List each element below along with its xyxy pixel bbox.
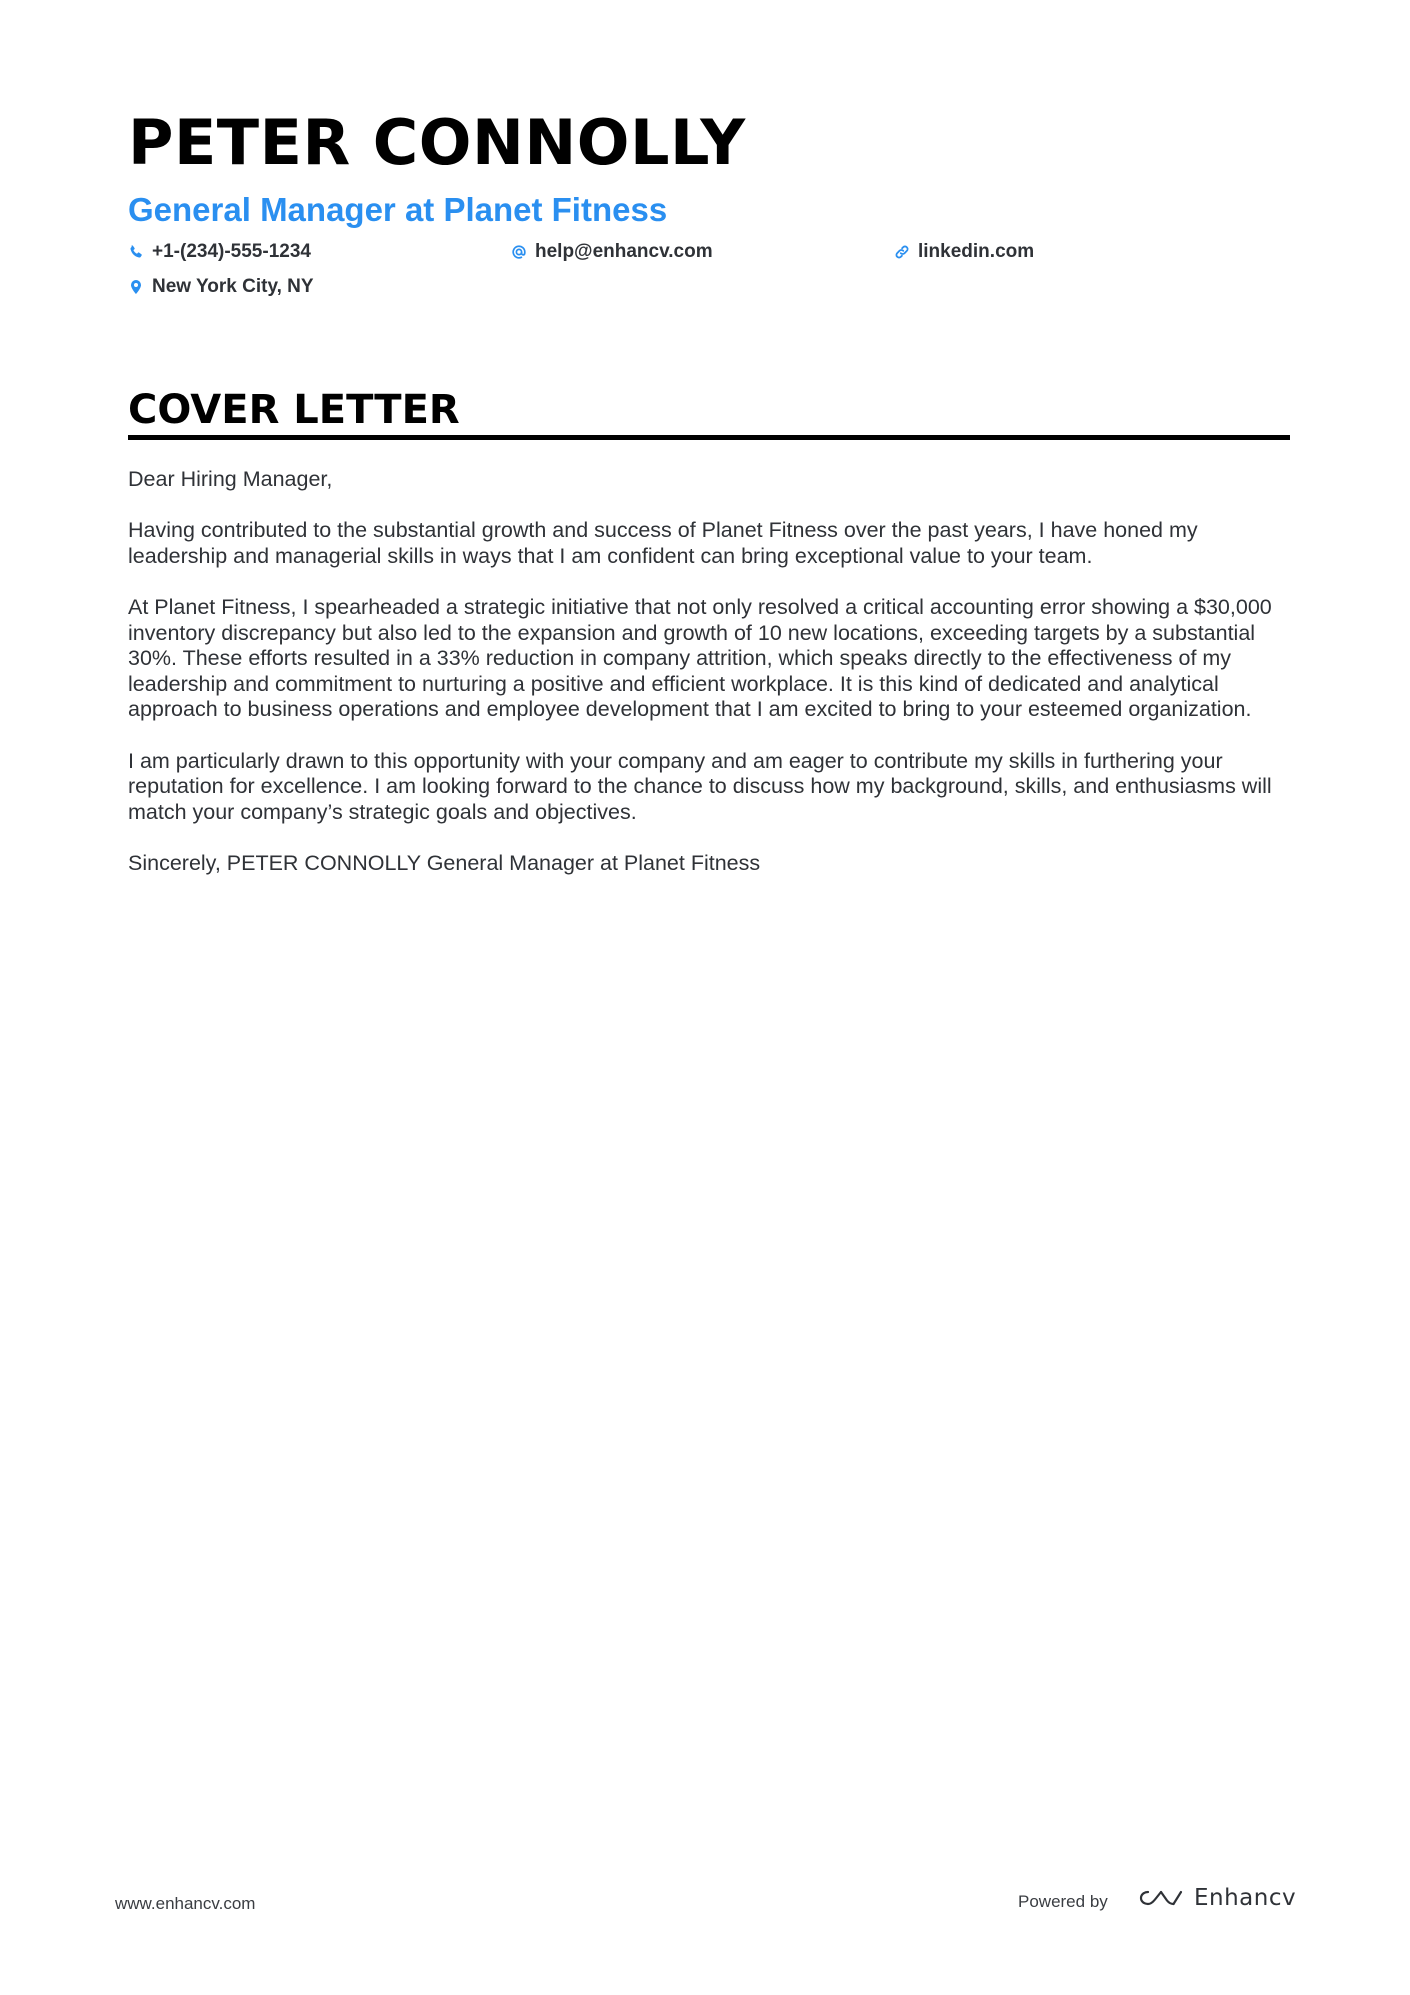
powered-by-label: Powered by (1018, 1892, 1108, 1911)
contact-phone-text: +1-(234)-555-1234 (152, 241, 311, 262)
letter-closing: Sincerely, PETER CONNOLLY General Manager at Planet Fitness (128, 850, 761, 875)
location-pin-icon (128, 279, 144, 295)
footer-website-link[interactable]: www.enhancv.com (115, 1894, 256, 1913)
letter-body (128, 467, 1298, 902)
enhancv-brand[interactable] (1138, 1885, 1296, 1911)
letter-paragraph: I am particularly drawn to this opportunity with your company and am eager to contribute my skills in furthering your reputation for excellence. I am looking forward to the chance to discuss how my background, skills, and enthusiasms will match your company’s strategic goals and objectives. (128, 748, 1272, 824)
contact-email-text: help@enhancv.com (535, 241, 713, 262)
contact-linkedin-text: linkedin.com (918, 241, 1035, 262)
at-icon (511, 244, 527, 260)
section-title: COVER LETTER (128, 387, 460, 433)
candidate-name: PETER CONNOLLY (128, 106, 746, 179)
phone-icon (128, 244, 144, 260)
contact-linkedin[interactable] (894, 241, 1034, 263)
letter-paragraph: Having contributed to the substantial growth and success of Planet Fitness over the past years, I have honed my leadership and managerial skills in ways that I am confident can bring exceptional value to your team. (128, 518, 1198, 568)
enhancv-brand-name: Enhancv (1194, 1885, 1297, 1911)
contact-location (128, 276, 314, 298)
section-divider (128, 435, 1290, 440)
enhancv-logo-icon (1138, 1886, 1184, 1910)
link-icon (894, 244, 910, 260)
contact-location-text: New York City, NY (152, 276, 314, 297)
letter-greeting: Dear Hiring Manager, (128, 467, 333, 491)
contact-phone[interactable] (128, 241, 311, 263)
candidate-headline: General Manager at Planet Fitness (128, 191, 668, 228)
contact-email[interactable] (511, 241, 713, 263)
letter-paragraph: At Planet Fitness, I spearheaded a strategic initiative that not only resolved a critical accounting error showing a $30,000 inventory discrepancy but also led to the expansion and growth of 10 new locations, exceeding targets by a substantial 30%. These efforts resulted in a 33% reduction in company attrition, which speaks directly to the effectiveness of my leadership and commitment to nurturing a positive and efficient workplace. It is this kind of dedicated and analytical approach to business operations and employee development that I am excited to bring to your esteemed organization. (128, 594, 1272, 722)
